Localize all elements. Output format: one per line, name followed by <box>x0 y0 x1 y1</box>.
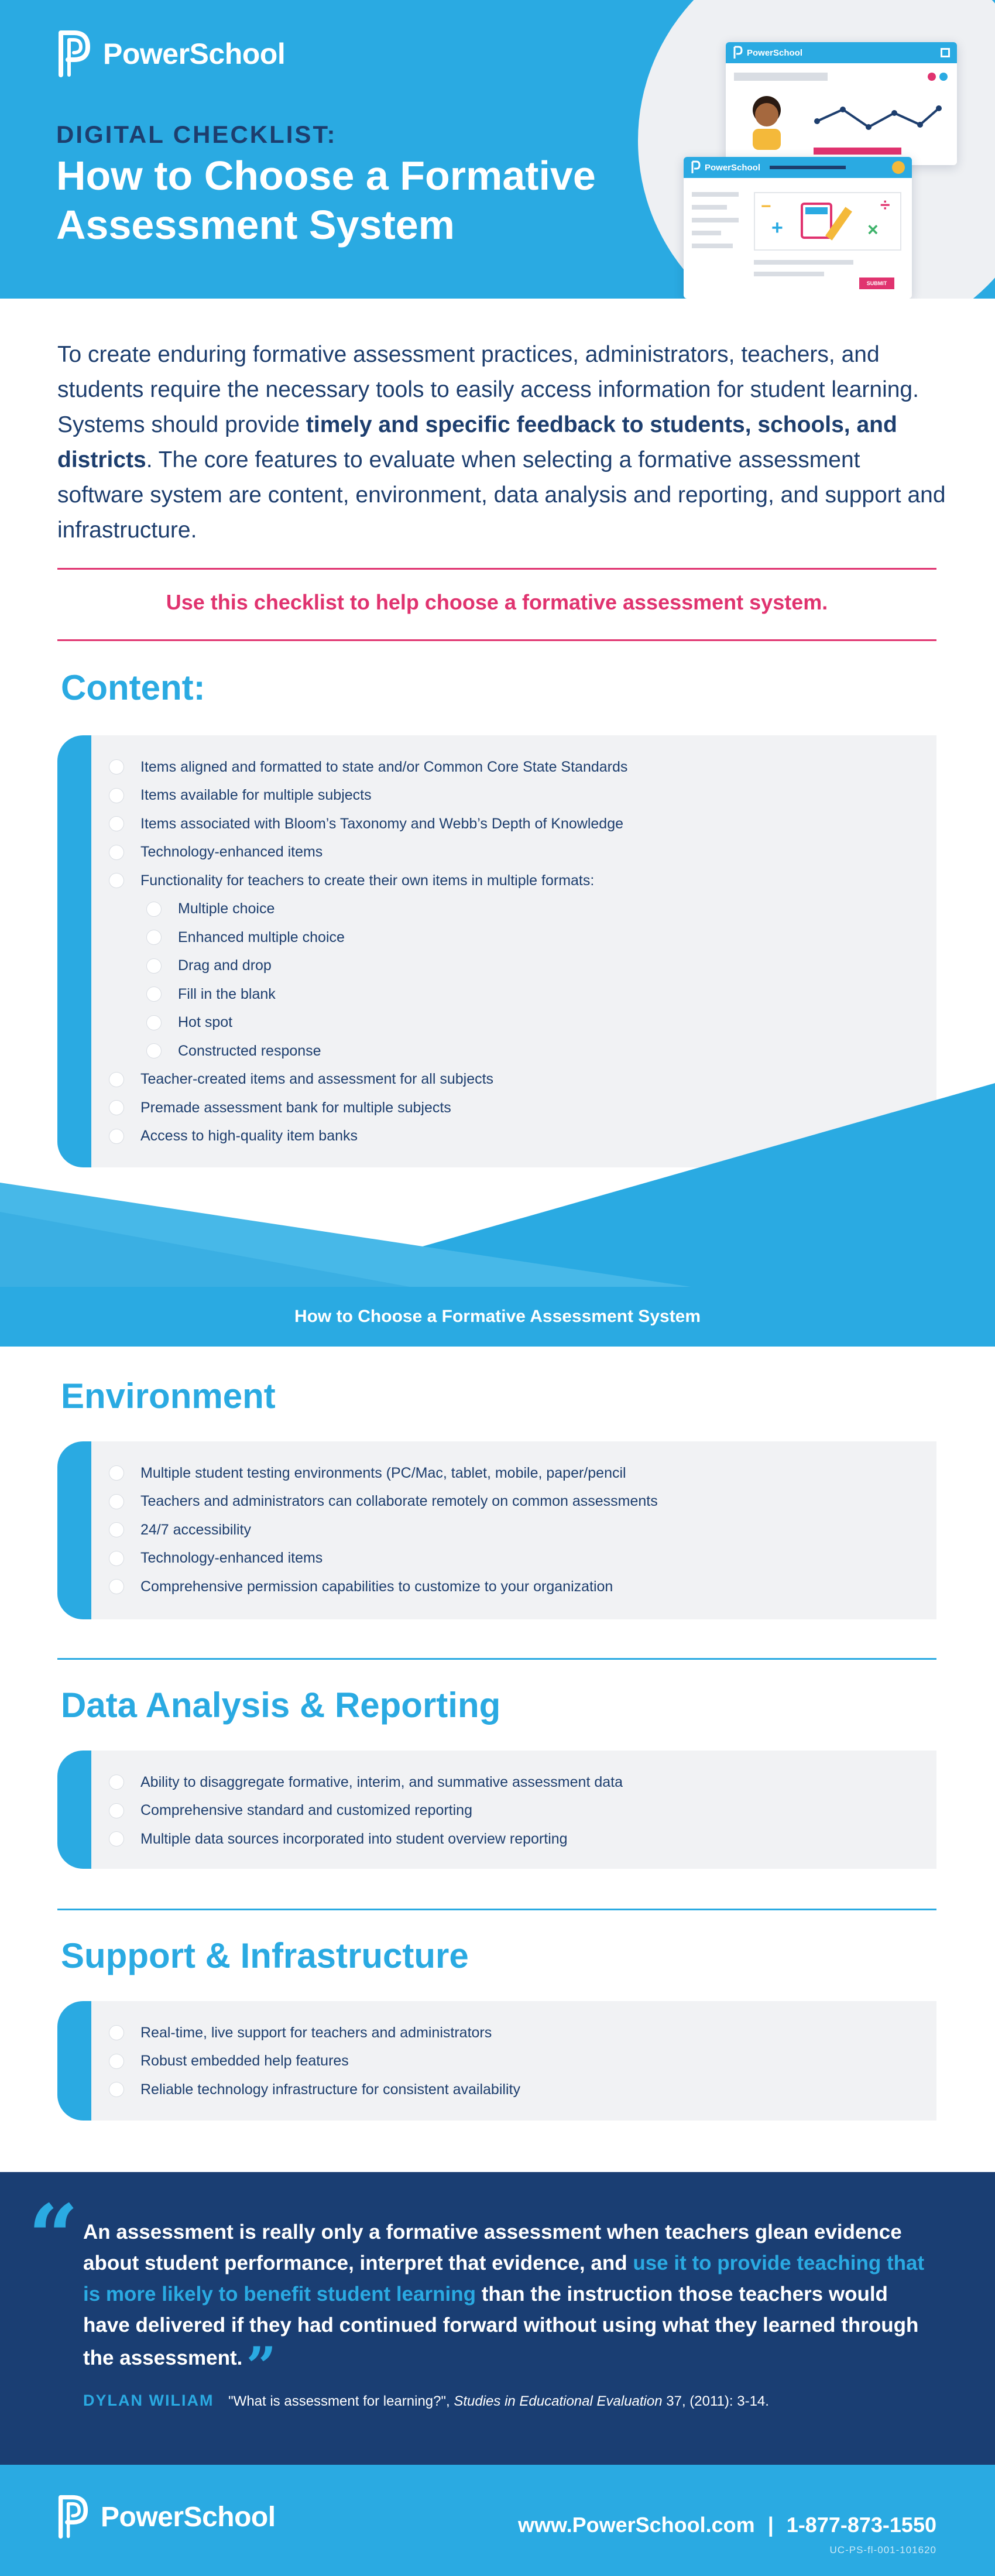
radio-button[interactable] <box>109 845 124 860</box>
checklist-item[interactable]: Multiple data sources incorporated into student overview reporting <box>109 1825 936 1854</box>
section-title-environment: Environment <box>61 1376 276 1416</box>
section-title-content: Content: <box>61 668 205 707</box>
radio-button[interactable] <box>109 1803 124 1818</box>
checklist-subitem[interactable]: Fill in the blank <box>109 980 936 1009</box>
mockup-assessment-front <box>684 157 912 299</box>
radio-button[interactable] <box>109 2054 124 2069</box>
checklist-item[interactable]: Functionality for teachers to create their own items in multiple formats: <box>109 866 936 895</box>
radio-button[interactable] <box>109 2025 124 2040</box>
section-title-data-analysis: Data Analysis & Reporting <box>61 1686 501 1725</box>
mockup-brand: PowerSchool <box>747 47 803 58</box>
divider-title: How to Choose a Formative Assessment System <box>294 1307 701 1326</box>
contact-separator: | <box>767 2513 774 2537</box>
radio-button[interactable] <box>146 902 162 917</box>
checklist-subitem[interactable]: Hot spot <box>109 1009 936 1037</box>
footer-contact <box>518 2513 936 2537</box>
quote-author: DYLAN WILIAM <box>83 2392 214 2409</box>
close-quote-icon: ” <box>246 2335 277 2397</box>
checklist-item[interactable]: Technology-enhanced items <box>109 1544 936 1573</box>
checklist-item[interactable]: Teacher-created items and assessment for all subjects <box>109 1066 936 1094</box>
data-analysis-checklist-panel <box>57 1751 936 1869</box>
checklist-callout: Use this checklist to help choose a formative assessment system. <box>166 590 828 614</box>
environment-checklist-panel <box>57 1441 936 1619</box>
mockup-nav-line <box>770 166 846 169</box>
mockup-avatar-icon <box>892 161 905 174</box>
checklist-item[interactable]: Items available for multiple subjects <box>109 782 936 810</box>
radio-button[interactable] <box>109 788 124 803</box>
checklist-subitem[interactable]: Multiple choice <box>109 895 936 924</box>
checklist-item[interactable]: Items aligned and formatted to state and/or Common Core State Standards <box>109 753 936 782</box>
brand-name: PowerSchool <box>103 37 286 70</box>
radio-button[interactable] <box>146 958 162 974</box>
checklist-item[interactable]: Ability to disaggregate formative, interim, and summative assessment data <box>109 1768 936 1797</box>
divide-icon: ÷ <box>880 196 890 215</box>
checklist-item[interactable]: Robust embedded help features <box>109 2047 936 2076</box>
intro-text-bold: timely and specific feedback to students, schools, and districts <box>57 412 897 472</box>
checklist-item[interactable]: Access to high-quality item banks <box>109 1122 936 1151</box>
mockup-placeholder-line <box>734 73 828 81</box>
citation-journal: Studies in Educational Evaluation <box>454 2393 663 2409</box>
section-title-support: Support & Infrastructure <box>61 1936 469 1975</box>
header-banner <box>0 0 995 299</box>
radio-button[interactable] <box>146 930 162 945</box>
section-divider-band <box>0 1083 995 1347</box>
minus-icon: − <box>761 197 771 216</box>
mockup-logo-icon <box>691 160 701 174</box>
callout-rule-top <box>57 568 936 570</box>
open-quote-icon: “ <box>28 2186 79 2289</box>
data-analysis-checklist <box>91 1751 936 1854</box>
checklist-subitem[interactable]: Constructed response <box>109 1037 936 1066</box>
radio-button[interactable] <box>109 816 124 831</box>
quote-citation <box>83 2392 769 2410</box>
mockup-workspace <box>754 192 901 251</box>
document-code: UC-PS-fl-001-101620 <box>829 2544 936 2556</box>
support-checklist <box>91 2001 936 2104</box>
support-checklist-panel <box>57 2001 936 2121</box>
radio-button[interactable] <box>109 759 124 775</box>
callout-rule-bottom <box>57 639 936 641</box>
intro-text-1: To create enduring formative assessment practices, administrators, teachers, and students require the necessary tools to easily access information for student learning. Systems should provide <box>57 342 919 437</box>
website-link[interactable]: www.PowerSchool.com <box>517 2513 755 2537</box>
radio-button[interactable] <box>109 1494 124 1509</box>
radio-button[interactable] <box>109 873 124 888</box>
radio-button[interactable] <box>146 986 162 1002</box>
student-avatar <box>743 91 790 150</box>
quote-text: An assessment is really only a formative assessment when teachers glean evidence about student performance, interpret that evidence, and use it to provide teaching that is more likely to benefit student learning than the instruction those teachers would have delivered if they had continued forward without using what they learned through the assessment.” <box>83 2221 925 2397</box>
checklist-subitem[interactable]: Drag and drop <box>109 952 936 981</box>
mockup-submit-button: SUBMIT <box>859 278 894 289</box>
brand-name: PowerSchool <box>101 2501 276 2533</box>
quote-highlight: use it to provide teaching that is more likely to benefit student learning <box>83 2252 925 2306</box>
mockup-toolbar <box>726 42 957 63</box>
radio-button[interactable] <box>109 2082 124 2097</box>
radio-button[interactable] <box>109 1831 124 1847</box>
plus-icon: + <box>771 217 783 239</box>
multiply-icon: × <box>867 219 879 240</box>
checklist-item[interactable]: 24/7 accessibility <box>109 1516 936 1544</box>
mockup-dashboard-back <box>726 42 957 165</box>
page-title: How to Choose a Formative Assessment System <box>56 153 596 248</box>
mockup-grid-icon <box>941 48 950 57</box>
mockup-status-dots <box>928 73 948 81</box>
checklist-item[interactable]: Comprehensive permission capabilities to customize to your organization <box>109 1573 936 1601</box>
mockup-side-list <box>692 192 739 248</box>
environment-checklist <box>91 1441 936 1601</box>
radio-button[interactable] <box>146 1015 162 1030</box>
checklist-subitem[interactable]: Enhanced multiple choice <box>109 923 936 952</box>
section-rule <box>57 1658 936 1660</box>
intro-paragraph <box>57 337 947 548</box>
mockup-brand: PowerSchool <box>705 162 761 173</box>
line-chart-icon <box>814 98 942 139</box>
checklist-item[interactable]: Multiple student testing environments (PC/Mac, tablet, mobile, paper/pencil <box>109 1459 936 1488</box>
mockup-toolbar <box>684 157 912 178</box>
checklist-item[interactable]: Real-time, live support for teachers and administrators <box>109 2019 936 2047</box>
mockup-text-lines <box>754 260 853 276</box>
checklist-item[interactable]: Premade assessment bank for multiple subjects <box>109 1094 936 1122</box>
checklist-item[interactable]: Items associated with Bloom’s Taxonomy and Webb’s Depth of Knowledge <box>109 810 936 838</box>
divider-strip <box>0 1287 995 1347</box>
radio-button[interactable] <box>109 1579 124 1594</box>
radio-button[interactable] <box>109 1775 124 1790</box>
mockup-pink-bar <box>814 148 901 155</box>
footer <box>0 2465 995 2576</box>
radio-button[interactable] <box>109 1551 124 1566</box>
radio-button[interactable] <box>109 1465 124 1481</box>
header-kicker: DIGITAL CHECKLIST: <box>56 121 337 148</box>
citation-details: 37, (2011): 3-14. <box>666 2393 769 2409</box>
mockup-logo-icon <box>733 46 743 60</box>
checklist-item[interactable]: Reliable technology infrastructure for consistent availability <box>109 2075 936 2104</box>
intro-text-2: . The core features to evaluate when selecting a formative assessment software system are content, environment, data analysis and reporting, and support and infrastructure. <box>57 447 946 543</box>
powerschool-logo-icon <box>56 29 92 78</box>
checklist-item[interactable]: Teachers and administrators can collaborate remotely on common assessments <box>109 1488 936 1516</box>
phone-number[interactable]: 1-877-873-1550 <box>786 2513 936 2537</box>
powerschool-logo-icon <box>56 2494 90 2540</box>
citation-title: "What is assessment for learning?", <box>228 2393 450 2409</box>
section-rule <box>57 1909 936 1910</box>
quote-section <box>0 2172 995 2465</box>
header-brand[interactable] <box>56 29 285 78</box>
radio-button[interactable] <box>146 1043 162 1059</box>
footer-brand[interactable] <box>56 2494 276 2540</box>
radio-button[interactable] <box>109 1522 124 1537</box>
checklist-item[interactable]: Technology-enhanced items <box>109 838 936 867</box>
checklist-item[interactable]: Comprehensive standard and customized reporting <box>109 1797 936 1825</box>
